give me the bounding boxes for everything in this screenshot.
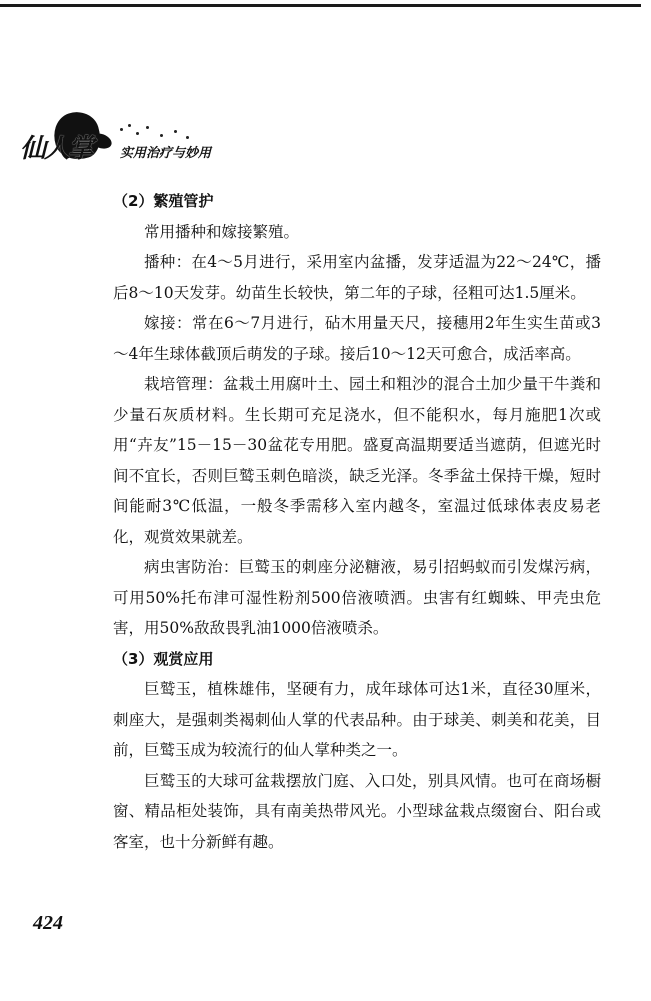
logo-title: 仙人掌: [20, 134, 93, 164]
section-heading: （3）观赏应用: [113, 649, 214, 668]
page-body: [113, 186, 601, 857]
top-rule: [0, 4, 641, 7]
logo-subtitle: 实用治疗与妙用: [120, 146, 212, 161]
paragraph: 栽培管理：盆栽土用腐叶土、园土和粗沙的混合土加少量干牛粪和少量石灰质材料。生长期可充足浇水，但不能积水，每月施肥1次或用“卉友”15－15－30盆花专用肥。盛夏高温期要适当遮荫，但遮光时间不宜长，否则巨鹫玉刺色暗淡，缺乏光泽。冬季盆土保持干燥，短时间能耐3℃低温，一般冬季需移入室内越冬，室温过低球体表皮易老化，观赏效果就差。: [113, 375, 601, 546]
page-number: 424: [33, 912, 63, 934]
logo-speckles: [116, 122, 196, 142]
paragraph: 巨鹫玉，植株雄伟，坚硬有力，成年球体可达1米，直径30厘米，刺座大，是强刺类褐刺仙人掌的代表品种。由于球美、刺美和花美，目前，巨鹫玉成为较流行的仙人掌种类之一。: [113, 680, 601, 759]
paragraph: 病虫害防治：巨鹫玉的刺座分泌糖液，易引招蚂蚁而引发煤污病，可用50%托布津可湿性粉剂500倍液喷洒。虫害有红蜘蛛、甲壳虫危害，用50%敌敌畏乳油1000倍液喷杀。: [113, 558, 601, 637]
paragraph: 播种：在4～5月进行，采用室内盆播，发芽适温为22～24℃，播后8～10天发芽。幼苗生长较快，第二年的子球，径粗可达1.5厘米。: [113, 253, 601, 302]
book-logo: [20, 108, 240, 168]
paragraph: 嫁接：常在6～7月进行，砧木用量天尺，接穗用2年生实生苗或3～4年生球体截顶后萌发的子球。接后10～12天可愈合，成活率高。: [113, 314, 601, 363]
section-heading: （2）繁殖管护: [113, 192, 214, 210]
paragraph: 常用播种和嫁接繁殖。: [144, 222, 300, 241]
paragraph: 巨鹫玉的大球可盆栽摆放门庭、入口处，别具风情。也可在商场橱窗、精品柜处装饰，具有南美热带风光。小型球盆栽点缀窗台、阳台或客室，也十分新鲜有趣。: [113, 771, 601, 851]
